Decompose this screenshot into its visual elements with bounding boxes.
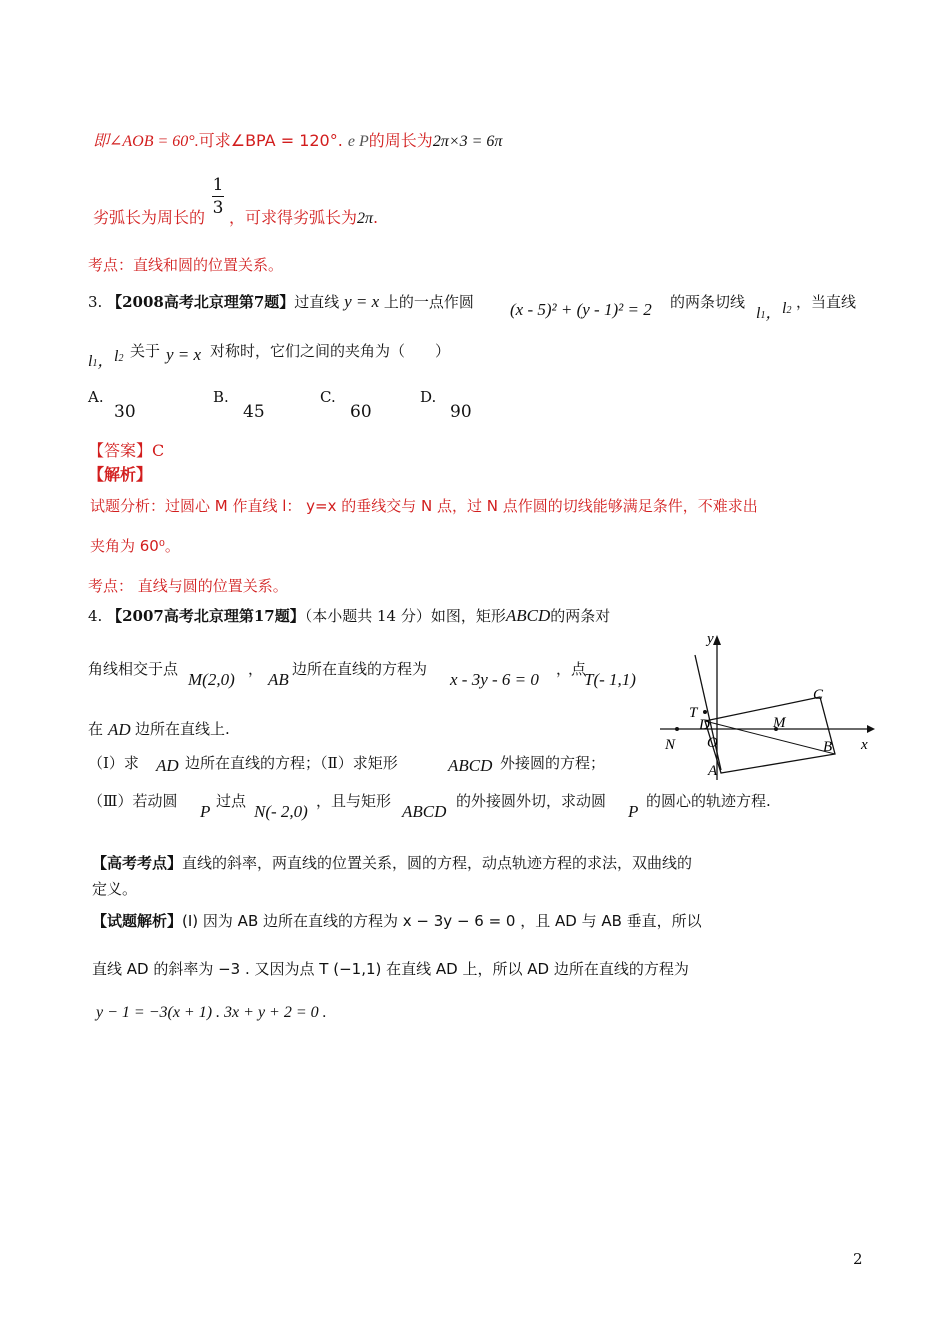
sol-label: 【试题解析】 [92,912,183,930]
q3-option-b-value: 45 [243,402,265,422]
solution-line-1-q4 [92,910,702,931]
perimeter-math: 2π×3 = 6π [432,133,503,150]
q4-t-point: T(- 1,1) [584,670,636,689]
label-x: x [861,737,868,753]
q4-source: 【2007高考北京理第17题】 [107,607,305,625]
q3-circle-eq: (x - 5)² + (y - 1)² = 2 [510,300,652,319]
label-m: M [773,715,786,731]
q4-line2-a: 角线相交于点 [88,660,179,678]
q3-answer: 【答案】C [88,441,165,460]
q4-text2: 的两条对 [550,607,611,625]
fraction-denominator: 3 [212,198,224,218]
label-y: y [707,631,714,647]
label-n: N [665,737,676,753]
sol-text-1: (Ⅰ) 因为 AB 边所在直线的方程为 x − 3y − 6 = 0 ，且 AD 与 AB 垂直，所以 [182,912,702,930]
q3-option-a-label: A. [88,388,104,406]
kaodian-1: 考点：直线和圆的位置关系。 [88,256,284,274]
q3-option-b-label: B. [213,388,229,406]
angle-bpa: 可求∠BPA = 120°. [198,131,343,150]
arc-text-prefix: 劣弧长为周长的 [93,208,206,227]
q4-points: （本小题共 14 分） [304,607,431,625]
q3-analysis-header: 【解析】 [88,465,153,484]
q3-number: 3. [88,293,103,311]
q4-part3: （Ⅲ）若动圆 [88,792,178,810]
q3-text1: 过直线 [294,293,340,311]
q4-part1: （Ⅰ）求 [88,754,139,772]
q3-option-a-value: 30 [114,402,136,422]
q3-line-eq-2: y = x [166,345,202,364]
q3-option-d-value: 90 [450,402,472,422]
gk-label: 【高考考点】 [92,854,183,872]
solution-line-1 [93,128,502,151]
q3-source: 【2008高考北京理第7题】 [107,293,295,311]
q3-text2: 上的一点作圆 [383,293,474,311]
q3-l1-b: l1， [88,353,114,370]
q4-p-1: P [200,802,211,821]
rectangle-abcd [705,697,835,773]
label-d: D [699,717,710,733]
q3-option-d-label: D. [420,388,437,406]
q4-part3-c: ，且与矩形 [316,792,392,810]
q4-line2-d: ，点 [556,660,587,678]
label-b: B [823,739,833,755]
q4-line2-b: ， [248,660,264,678]
gk-line-1 [92,852,692,873]
q3-text4: ，当直线 [796,293,857,311]
solution-line-3-q4: y − 1 = −3(x + 1) . 3x + y + 2 = 0 . [96,1004,327,1021]
gk-text: 直线的斜率，两直线的位置关系，圆的方程，动点轨迹方程的求法，双曲线的 [182,854,693,872]
q3-line-1 [88,291,474,312]
x-axis-arrow [867,725,875,733]
angle-aob: 即∠AOB = 60°. [93,133,199,150]
kaodian-2: 考点： 直线与圆的位置关系。 [88,577,288,595]
point-t [703,710,707,714]
q4-ab-equation: x - 3y - 6 = 0 [450,670,539,689]
point-n [675,727,679,731]
arc-length-math: 2π [357,210,374,227]
q4-line-1 [88,605,610,626]
q4-line2-c: 边所在直线的方程为 [292,660,428,678]
arc-end: . [373,208,379,227]
solution-line-2 [93,205,378,228]
q4-part3-d: 的外接圆外切，求动圆 [456,792,607,810]
diagonal-db [705,721,835,754]
q4-ab-1: AB [268,670,289,689]
q4-number: 4. [88,607,103,625]
q4-line3-a: 在 [88,720,104,738]
q4-text1: 如图，矩形 [430,607,506,625]
q4-p-2: P [628,802,639,821]
circle-p: e P [347,133,369,150]
label-t: T [689,705,698,721]
q4-n-point: N(- 2,0) [254,802,308,821]
q4-ad-2: AD [156,756,179,775]
q3-option-c-value: 60 [350,402,372,422]
q4-part1-c: 外接圆的方程； [500,754,606,772]
q4-abcd-2: ABCD [448,756,493,775]
q3-l2-a: l2 [782,300,792,317]
label-a: A [708,763,718,779]
q4-part3-e: 的圆心的轨迹方程. [646,792,771,810]
perimeter-text: 的周长为 [368,131,433,150]
q4-m-point: M(2,0) [188,670,235,689]
q4-part3-b: 过点 [216,792,247,810]
q4-abcd-3: ABCD [402,802,447,821]
y-axis-arrow [713,635,721,645]
page-number: 2 [853,1250,863,1268]
q3-analysis-line2: 夹角为 60⁰。 [90,537,180,555]
q3-text5: 关于 [130,342,161,360]
q4-line3-b: 边所在直线上. [135,720,230,738]
fraction-numerator: 1 [212,175,224,195]
q4-part1-b: 边所在直线的方程；（Ⅱ）求矩形 [185,754,398,772]
q3-option-c-label: C. [320,388,336,406]
rectangle-figure [655,625,885,785]
label-c: C [813,687,824,703]
q3-l2-b: l2 [114,348,124,365]
q3-text6: 对称时，它们之间的夹角为（ ） [210,342,451,360]
solution-line-2-q4: 直线 AD 的斜率为 −3 . 又因为点 T (−1,1) 在直线 AD 上，所以 AD 边所在直线的方程为 [92,960,689,978]
arc-text-suffix: ，可求得劣弧长为 [229,208,358,227]
q3-line-eq: y = x [344,292,380,311]
q4-abcd-1: ABCD [505,606,551,625]
label-o: O [707,735,718,751]
q3-text3: 的两条切线 [670,293,746,311]
q3-analysis-line1: 试题分析：过圆心 M 作直线 l： y=x 的垂线交与 N 点，过 N 点作圆的切线能够满足条件，不难求出 [90,497,758,515]
q3-l1-a: l1， [756,305,782,322]
gk-text-2: 定义。 [92,880,138,898]
q4-ad-1: AD [108,720,131,739]
